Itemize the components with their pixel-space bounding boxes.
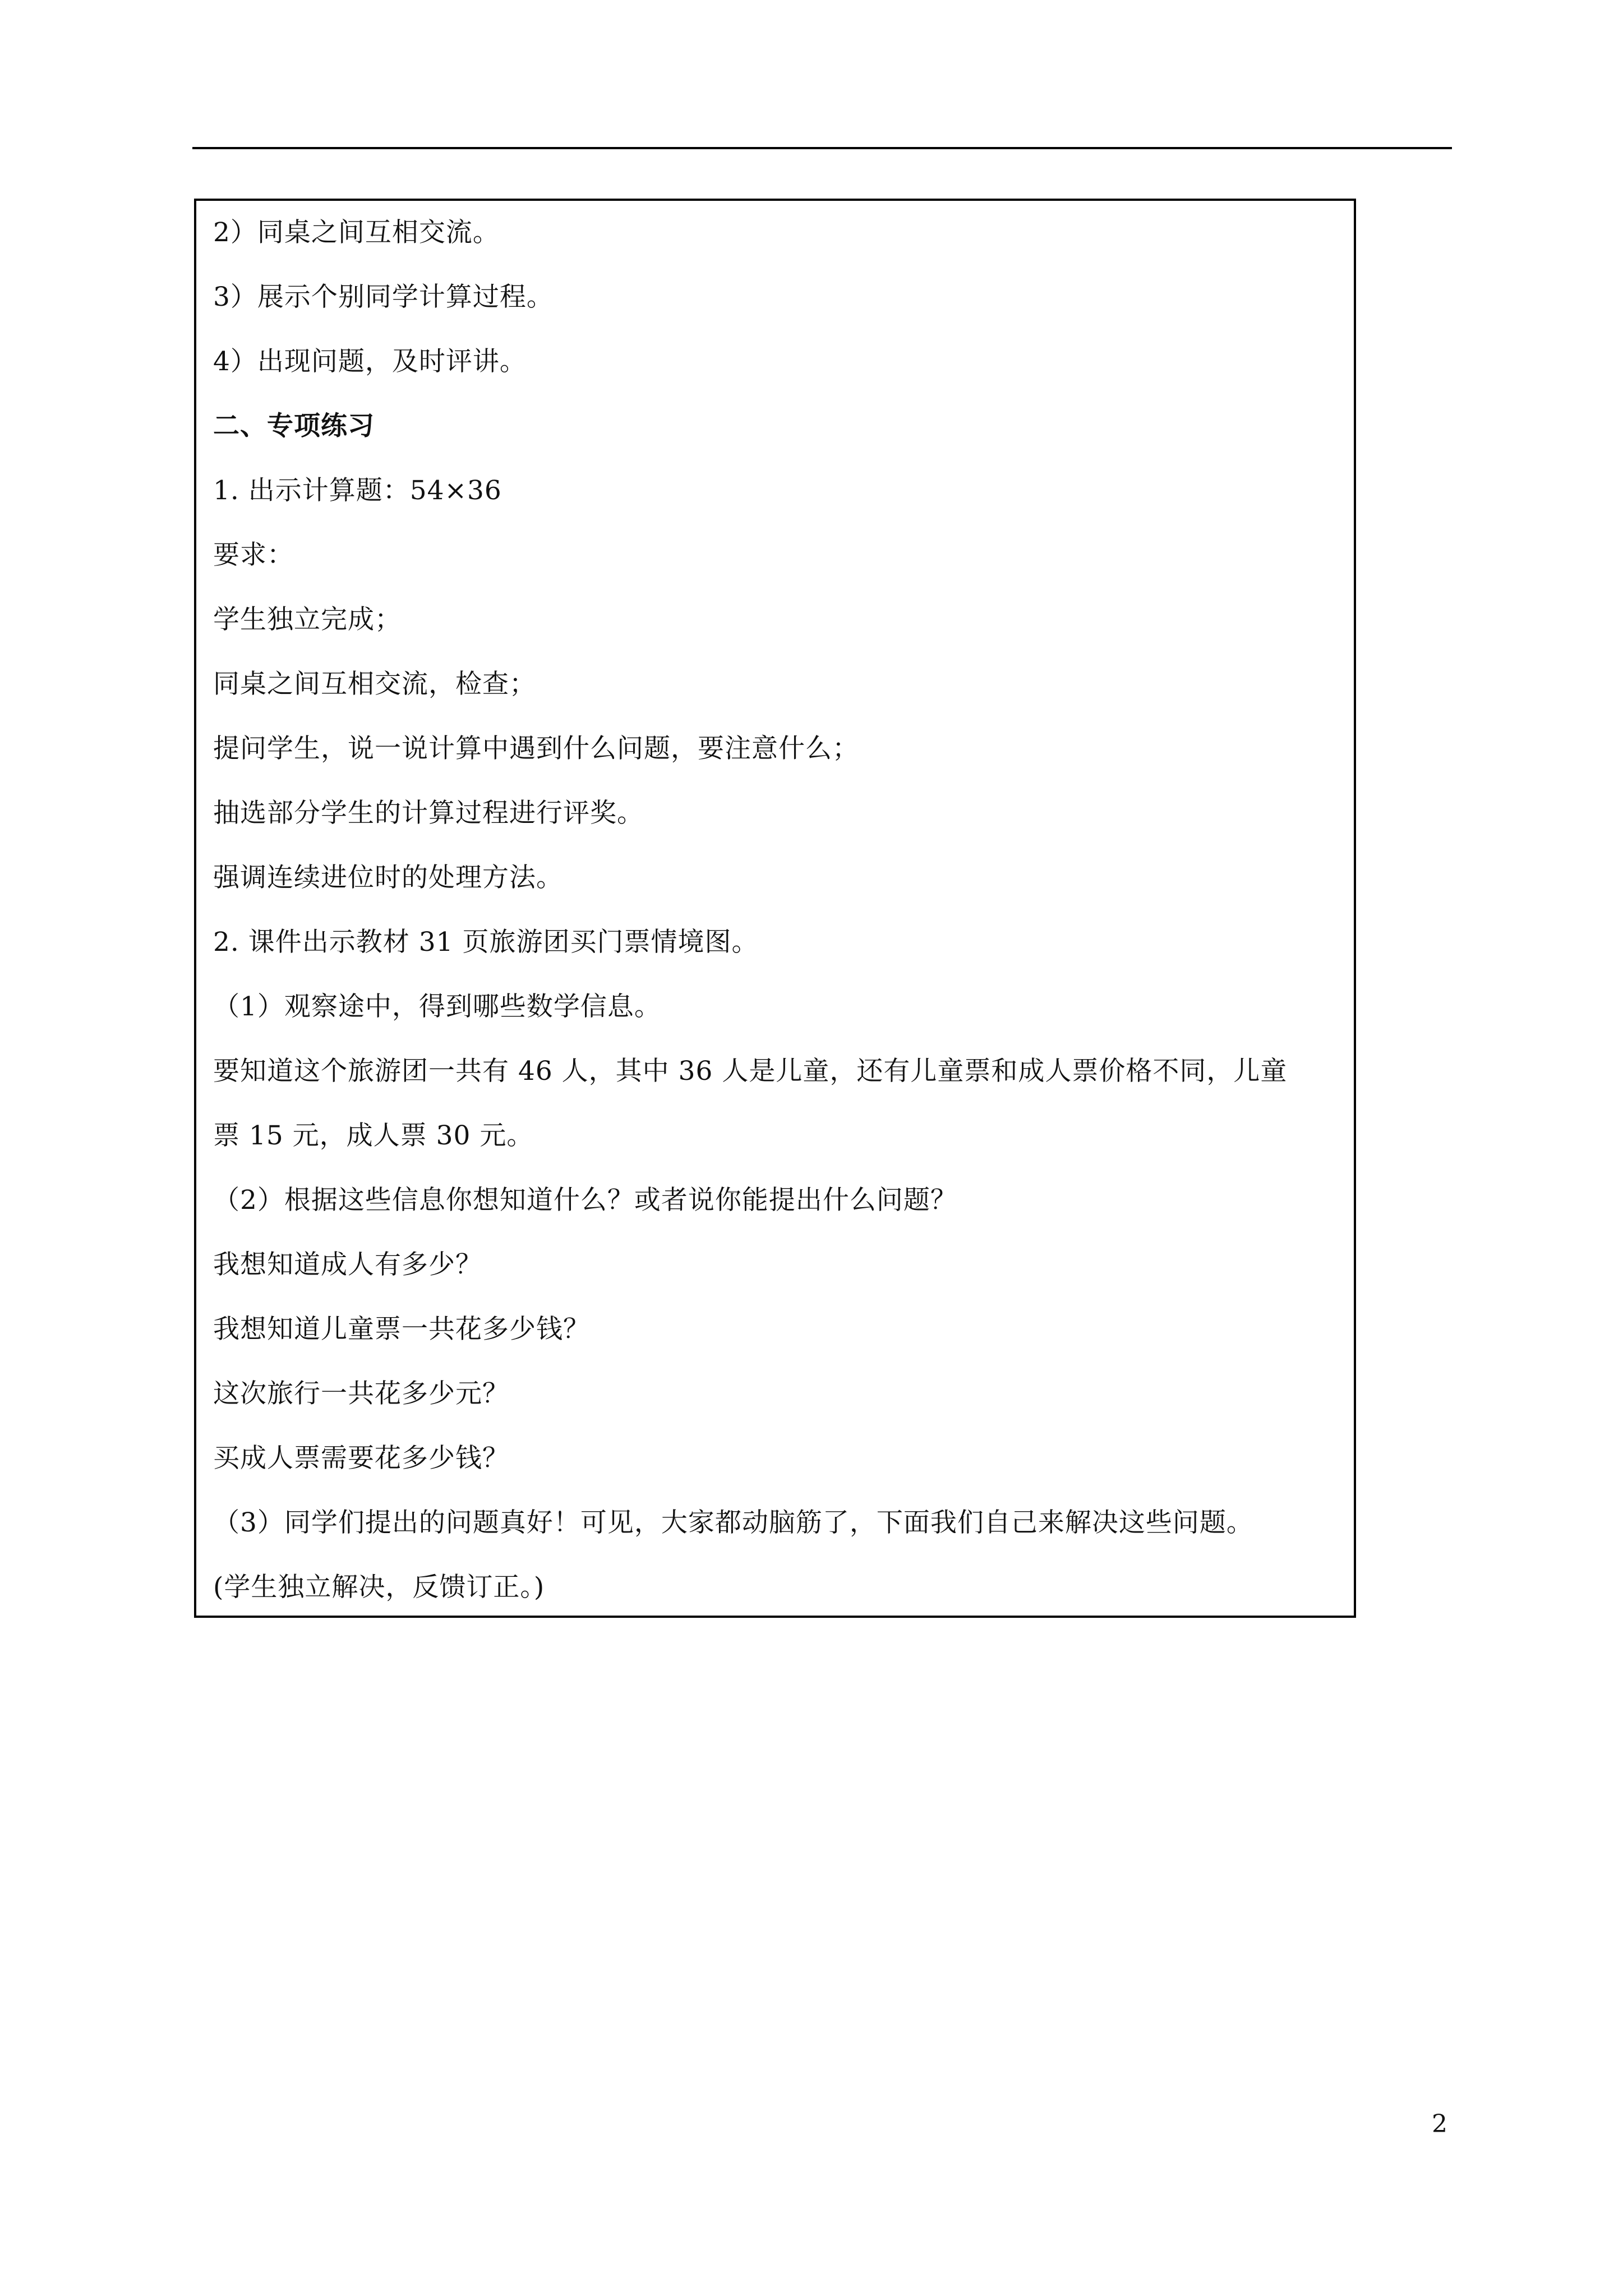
answer-1-text: 我想知道成人有多少？ [213,1249,482,1280]
answer-4-text: 买成人票需要花多少钱？ [213,1443,509,1474]
step-2-text: 2）同桌之间互相交流。 [213,217,500,248]
requirements-label: 要求： [213,540,294,570]
info-paragraph-line-2: 票 15 元，成人票 30 元。 [213,1120,534,1151]
exercise-1-text: 1. 出示计算题：54×36 [213,475,502,506]
requirement-2: 同桌之间互相交流，检查； [213,669,536,700]
step-3-text: 3）展示个别同学计算过程。 [213,282,554,312]
info-paragraph-line-1: 要知道这个旅游团一共有 46 人，其中 36 人是儿童，还有儿童票和成人票价格不同，儿童 [213,1056,1288,1087]
page-number: 2 [1432,2110,1447,2138]
requirement-3: 提问学生，说一说计算中遇到什么问题，要注意什么； [213,733,859,764]
answer-2-text: 我想知道儿童票一共花多少钱？ [213,1314,590,1345]
exercise-2-text: 2. 课件出示教材 31 页旅游团买门票情境图。 [213,927,759,958]
question-1-text: （1）观察途中，得到哪些数学信息。 [213,991,661,1022]
requirement-4: 抽选部分学生的计算过程进行评奖。 [213,798,644,829]
section-heading: 二、专项练习 [213,411,375,441]
question-3-text: （3）同学们提出的问题真好！可见，大家都动脑筋了，下面我们自己来解决这些问题。 [213,1507,1253,1538]
question-2-text: （2）根据这些信息你想知道什么？或者说你能提出什么问题？ [213,1185,957,1216]
answer-3-text: 这次旅行一共花多少元？ [213,1378,509,1409]
step-4-text: 4）出现问题，及时评讲。 [213,346,527,377]
emphasis-text: 强调连续进位时的处理方法。 [213,862,563,893]
header-rule [192,147,1452,149]
closing-note: (学生独立解决，反馈订正。) [213,1572,545,1603]
requirement-1: 学生独立完成； [213,604,402,635]
lesson-content-box [194,199,1356,1618]
